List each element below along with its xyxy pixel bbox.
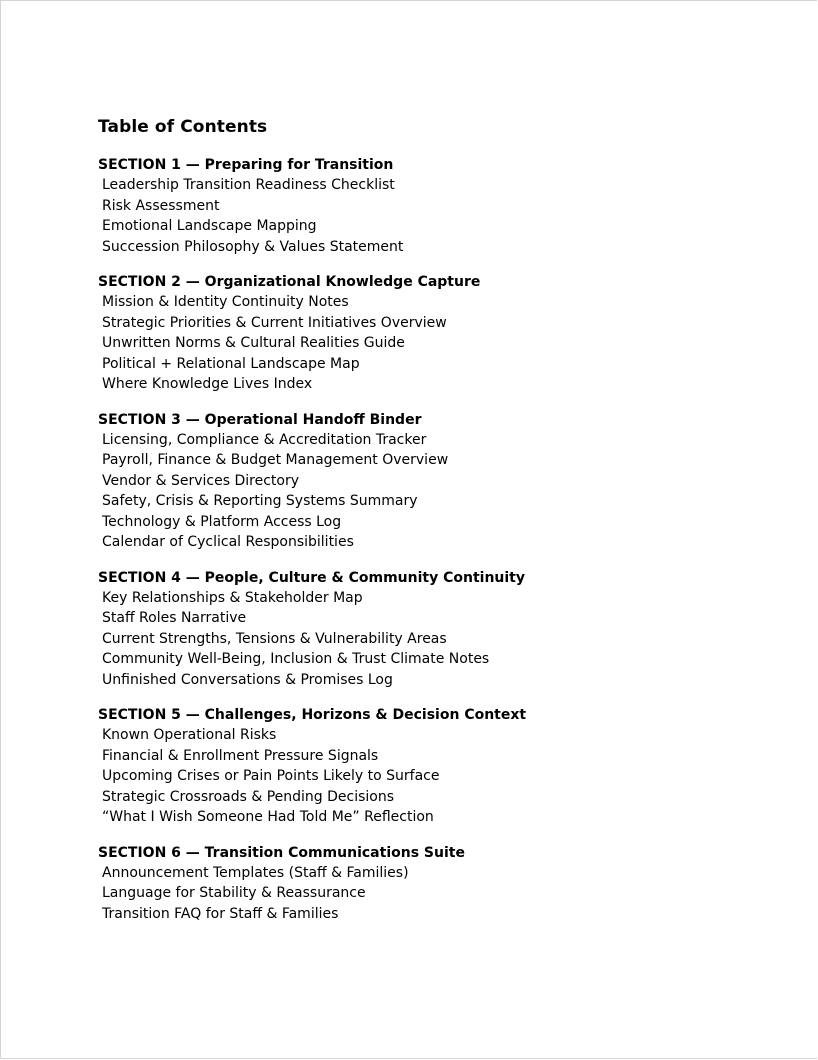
- toc-item: Current Strengths, Tensions & Vulnerability Areas: [102, 630, 447, 647]
- toc-item: Strategic Crossroads & Pending Decisions: [102, 788, 395, 805]
- section-heading: SECTION 1 — Preparing for Transition: [98, 157, 394, 173]
- toc-item: Licensing, Compliance & Accreditation Tracker: [102, 431, 427, 448]
- toc-item: Succession Philosophy & Values Statement: [102, 238, 404, 255]
- section-heading: SECTION 4 — People, Culture & Community Continuity: [98, 569, 525, 586]
- toc-item: Mission & Identity Continuity Notes: [102, 294, 349, 310]
- toc-item: Calendar of Cyclical Responsibilities: [102, 534, 354, 550]
- toc-item: Unwritten Norms & Cultural Realities Guide: [102, 335, 405, 351]
- toc-item: Known Operational Risks: [102, 727, 277, 743]
- toc-item: Upcoming Crises or Pain Points Likely to Surface: [102, 768, 440, 784]
- toc-item: Strategic Priorities & Current Initiatives Overview: [102, 314, 447, 331]
- toc-section-6: [98, 843, 758, 925]
- toc-item: Staff Roles Narrative: [102, 610, 247, 626]
- toc-item: Announcement Templates (Staff & Families): [102, 864, 409, 881]
- toc-item: Technology & Platform Access Log: [102, 513, 342, 530]
- toc-item: Financial & Enrollment Pressure Signals: [102, 747, 379, 764]
- section-heading: SECTION 5 — Challenges, Horizons & Decision Context: [98, 707, 527, 723]
- toc-item: Where Knowledge Lives Index: [102, 376, 313, 392]
- section-heading: SECTION 2 — Organizational Knowledge Capture: [98, 274, 481, 290]
- toc-item: Vendor & Services Directory: [102, 472, 300, 489]
- section-heading: SECTION 3 — Operational Handoff Binder: [98, 411, 422, 428]
- toc-section-5: [98, 705, 758, 828]
- toc-section-3: [98, 410, 758, 553]
- toc-item: Leadership Transition Readiness Checklist: [102, 177, 395, 193]
- toc-item: Risk Assessment: [102, 197, 220, 214]
- toc-item: Political + Relational Landscape Map: [102, 355, 360, 372]
- toc-item: Unfinished Conversations & Promises Log: [102, 671, 393, 688]
- toc-item: Payroll, Finance & Budget Management Overview: [102, 452, 449, 468]
- toc-section-1: [98, 155, 758, 257]
- toc-item: Community Well-Being, Inclusion & Trust Climate Notes: [102, 651, 490, 667]
- toc-item: Key Relationships & Stakeholder Map: [102, 589, 363, 606]
- table-of-contents: [98, 116, 758, 939]
- toc-item: Language for Stability & Reassurance: [102, 885, 366, 901]
- toc-item: Transition FAQ for Staff & Families: [102, 905, 339, 922]
- toc-item: Emotional Landscape Mapping: [102, 218, 317, 234]
- toc-section-2: [98, 272, 758, 395]
- toc-section-4: [98, 568, 758, 691]
- toc-item: Safety, Crisis & Reporting Systems Summary: [102, 493, 418, 509]
- page-title: Table of Contents: [98, 117, 268, 137]
- section-heading: SECTION 6 — Transition Communications Suite: [98, 844, 465, 861]
- toc-item: “What I Wish Someone Had Told Me” Reflection: [102, 809, 434, 825]
